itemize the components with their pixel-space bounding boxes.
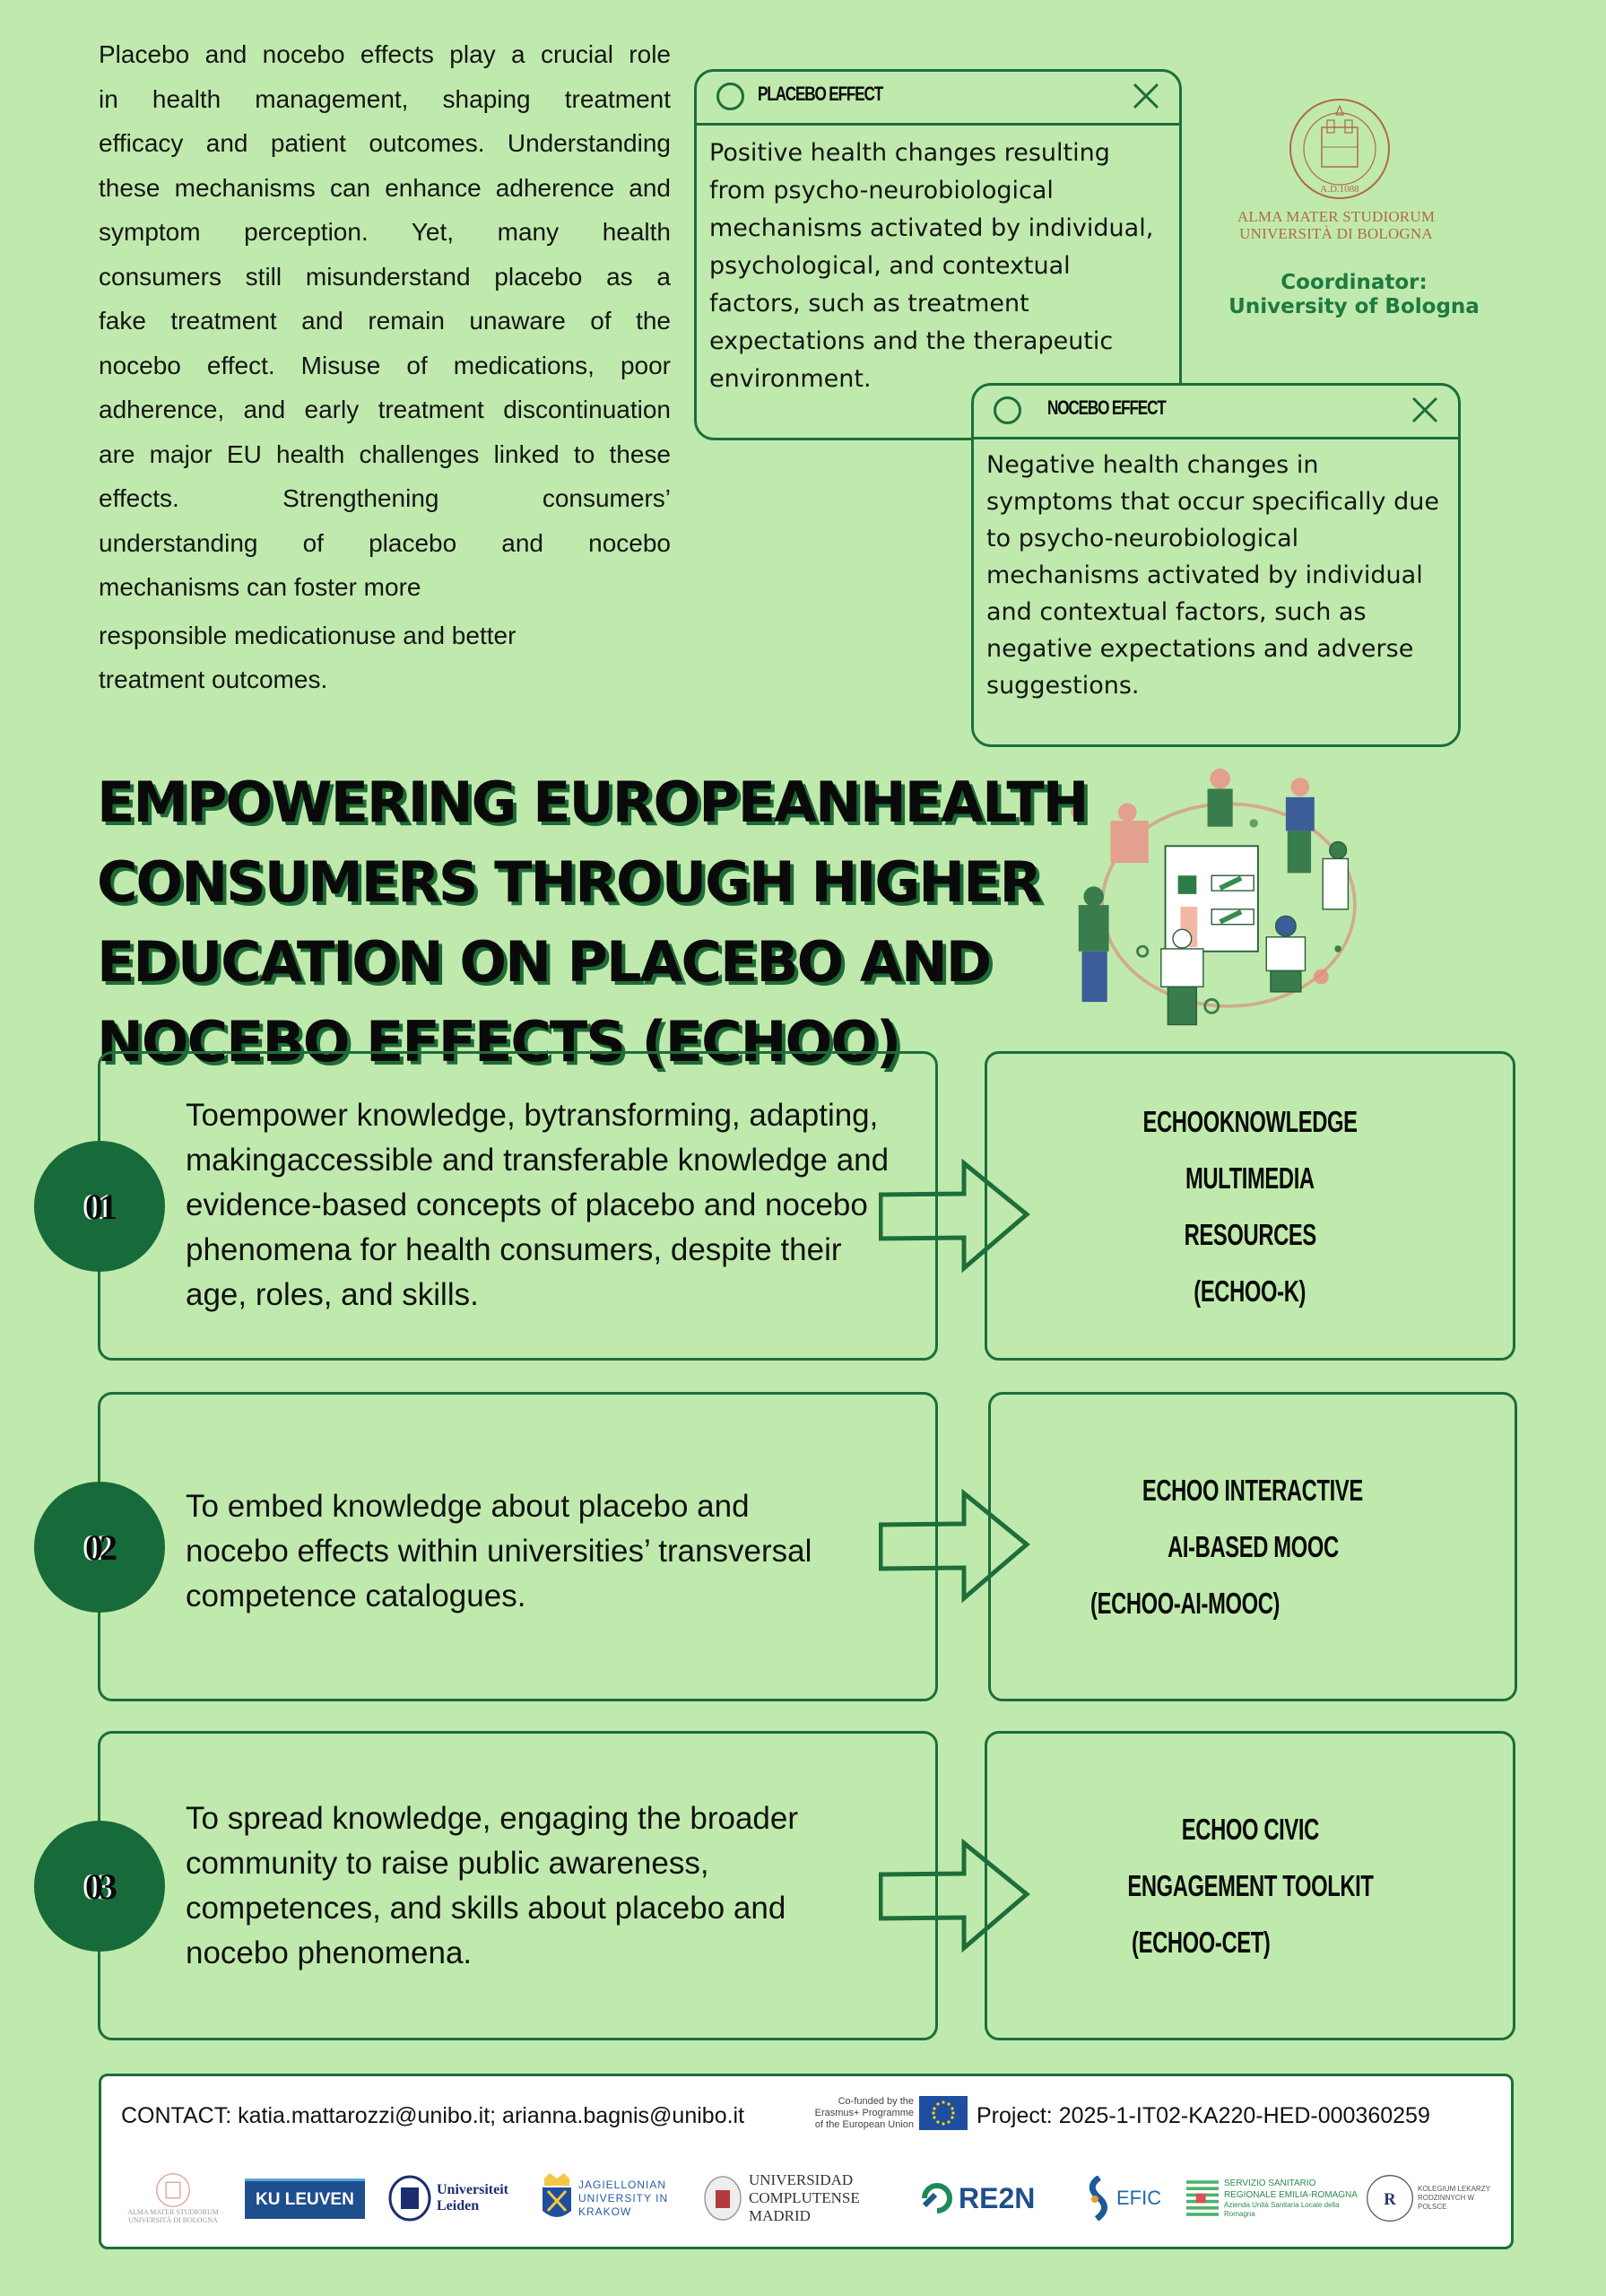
objective-number-badge	[34, 1821, 165, 1952]
objective-number: 01	[85, 1186, 114, 1227]
eu-flag-icon	[919, 2096, 968, 2130]
title-line	[97, 922, 1047, 1002]
footer-panel	[99, 2074, 1514, 2249]
objective-text: Toempower knowledge, bytransforming, adapting, makingaccessible and transferable knowledge and evidence-based concepts of placebo and nocebo phenomena for health consumers, despite their age, roles, and skills.	[186, 1098, 890, 1312]
title-line-text: EDUCATION ON PLACEBO AND	[97, 929, 991, 995]
output-title-line: (ECHOO-AI-MOOC)	[1090, 1587, 1280, 1620]
bologna-name-line2: UNIVERSITÀ DI BOLOGNA	[1239, 225, 1433, 242]
jagiellonian-crest-icon	[541, 2171, 573, 2225]
objective-number-badge	[34, 1141, 165, 1272]
partner-name: EFIC	[1116, 2187, 1162, 2209]
output-box	[985, 1731, 1515, 2040]
university-of-bologna-seal-logo	[1288, 97, 1392, 201]
title-line-text: CONSUMERS THROUGH HIGHER	[97, 849, 1041, 915]
placebo-window-title: PLACEBO EFFECT	[758, 83, 883, 105]
circle-icon	[716, 83, 744, 110]
objective-box	[98, 1051, 938, 1361]
partner-name: RE2N	[959, 2181, 1036, 2214]
bologna-name	[1220, 208, 1453, 242]
title-line-text: EMPOWERING EUROPEANHEALTH	[97, 770, 1088, 835]
coordinator-heading: Coordinator:	[1280, 271, 1428, 294]
intro-paragraph	[99, 32, 671, 702]
nocebo-window-titlebar	[974, 386, 1458, 439]
contact-info[interactable]: CONTACT: katia.mattarozzi@unibo.it; arianna.bagnis@unibo.it	[121, 2103, 745, 2128]
close-icon[interactable]	[1410, 395, 1440, 425]
output-box	[985, 1051, 1515, 1361]
objective-text: To embed knowledge about placebo and nocebo effects within universities’ transversal competence catalogues.	[186, 1489, 812, 1613]
output-title-line: ENGAGEMENT TOOLKIT	[1126, 1869, 1374, 1902]
intro-line: understanding of placebo and nocebo	[99, 528, 671, 557]
objective-number: 03	[85, 1866, 114, 1907]
output-title-line: ECHOO CIVIC	[1181, 1813, 1319, 1846]
partner-logo-servizio-sanitario	[1186, 2162, 1359, 2234]
kolegium-seal-icon	[1366, 2174, 1414, 2222]
erasmus-cofunded-text: Co-funded by the Erasmus+ Programme of the European Union	[814, 2096, 914, 2130]
title-line	[97, 842, 1047, 922]
output-title-line: (ECHOO-K)	[1194, 1274, 1307, 1308]
partner-name: KOLEGIUM LEKARZY RODZINNYCH W POLSCE	[1418, 2185, 1490, 2211]
nocebo-window-title: NOCEBO EFFECT	[1047, 396, 1166, 419]
leiden-seal-icon	[388, 2175, 431, 2222]
nocebo-effect-window	[971, 383, 1461, 747]
output-title-line: (ECHOO-CET)	[1131, 1926, 1271, 1959]
intro-line: treatment outcomes.	[99, 665, 328, 693]
efic-logo-icon	[1086, 2176, 1113, 2221]
intro-line: responsible medicationuse and better	[99, 621, 517, 649]
partner-name: ALMA MATER STUDIORUM UNIVERSITÀ DI BOLOGNA	[127, 2208, 219, 2224]
title-line	[97, 762, 1088, 842]
partner-name: Universiteit Leiden	[437, 2182, 508, 2213]
svg-text:R: R	[1384, 2189, 1396, 2209]
intro-line: these mechanisms can enhance adherence and	[99, 173, 671, 202]
svg-text:A.D.1088: A.D.1088	[1320, 184, 1359, 195]
partner-name: SERVIZIO SANITARIO REGIONALE EMILIA-ROMAGNA	[1224, 2179, 1358, 2200]
circle-icon	[994, 396, 1021, 424]
ssr-dot-grid-icon	[1186, 2179, 1219, 2218]
intro-line: mechanisms can foster more	[99, 573, 421, 601]
bologna-seal-icon	[155, 2172, 191, 2208]
intro-line: consumers still misunderstand placebo as a	[99, 262, 671, 291]
output-title-line: AI-BASED MOOC	[1167, 1530, 1339, 1563]
intro-line: Placebo and nocebo effects play a crucial role	[99, 40, 671, 68]
intro-line: fake treatment and remain unaware of the	[99, 307, 671, 335]
partner-name: UNIVERSIDAD COMPLUTENSE MADRID	[749, 2171, 860, 2224]
partner-name: JAGIELLONIAN UNIVERSITY IN KRAKOW	[578, 2178, 669, 2218]
coordinator-university: University of Bologna	[1228, 295, 1480, 318]
intro-line: efficacy and patient outcomes. Understanding	[99, 129, 671, 157]
intro-line: are major EU health challenges linked to these	[99, 439, 671, 468]
nocebo-definition: Negative health changes in symptoms that occur specifically due to psycho-neurobiological mechanisms activated by individual and contextual factors, such as negative expectations and adverse suggestions.	[986, 451, 1439, 700]
project-code: Project: 2025-1-IT02-KA220-HED-000360259	[977, 2103, 1430, 2128]
partner-logo-leiden	[388, 2162, 526, 2234]
partner-logo-complutense	[702, 2162, 901, 2234]
partner-subname: Azienda Unità Sanitaria Locale della Romagna	[1224, 2201, 1340, 2218]
partner-logo-re2n	[919, 2162, 1035, 2234]
close-icon[interactable]	[1131, 81, 1161, 111]
re2n-logo-icon	[919, 2180, 955, 2216]
intro-line: nocebo effect. Misuse of medications, poor	[99, 351, 671, 379]
partner-logo-bologna	[119, 2162, 227, 2234]
title-line-text: NOCEBO EFFECTS (ECHOO)	[97, 1009, 900, 1074]
intro-line: symptom perception. Yet, many health	[99, 218, 671, 246]
intro-line: adherence, and early treatment discontinuation	[99, 396, 671, 423]
placebo-window-titlebar	[697, 72, 1179, 126]
partner-name: KU LEUVEN	[245, 2179, 365, 2219]
partner-logo-efic	[1086, 2162, 1161, 2234]
objective-box	[98, 1392, 938, 1701]
partner-logo-kolegium	[1366, 2162, 1504, 2234]
output-title-line: ECHOOKNOWLEDGE	[1142, 1104, 1358, 1138]
placebo-definition: Positive health changes resulting from psycho-neurobiological mechanisms activated by individual, psychological, and contextual factors, such as treatment expectations and the therapeutic environment.	[709, 139, 1154, 393]
complutense-crest-icon	[702, 2174, 743, 2222]
people-circle-illustration	[1058, 753, 1399, 1031]
output-title-line: ECHOO INTERACTIVE	[1142, 1474, 1364, 1507]
partner-logo-jagiellonian	[541, 2162, 677, 2234]
bologna-name-line1: ALMA MATER STUDIORUM	[1237, 208, 1436, 225]
output-title-line: RESOURCES	[1184, 1217, 1316, 1251]
objective-number-badge	[34, 1482, 165, 1613]
intro-line: in health management, shaping treatment	[99, 84, 671, 113]
output-box	[988, 1392, 1517, 1701]
objective-box	[98, 1731, 938, 2040]
main-title	[97, 762, 1088, 1082]
intro-line: effects. Strengthening consumers’	[99, 484, 671, 512]
output-title-line: MULTIMEDIA	[1185, 1161, 1315, 1195]
objective-text: To spread knowledge, engaging the broader community to raise public awareness, competences, and skills about placebo and nocebo phenomena.	[186, 1801, 798, 1970]
coordinator-label	[1220, 271, 1489, 319]
objective-number: 02	[85, 1526, 114, 1568]
partner-logo-ku-leuven	[245, 2162, 365, 2234]
